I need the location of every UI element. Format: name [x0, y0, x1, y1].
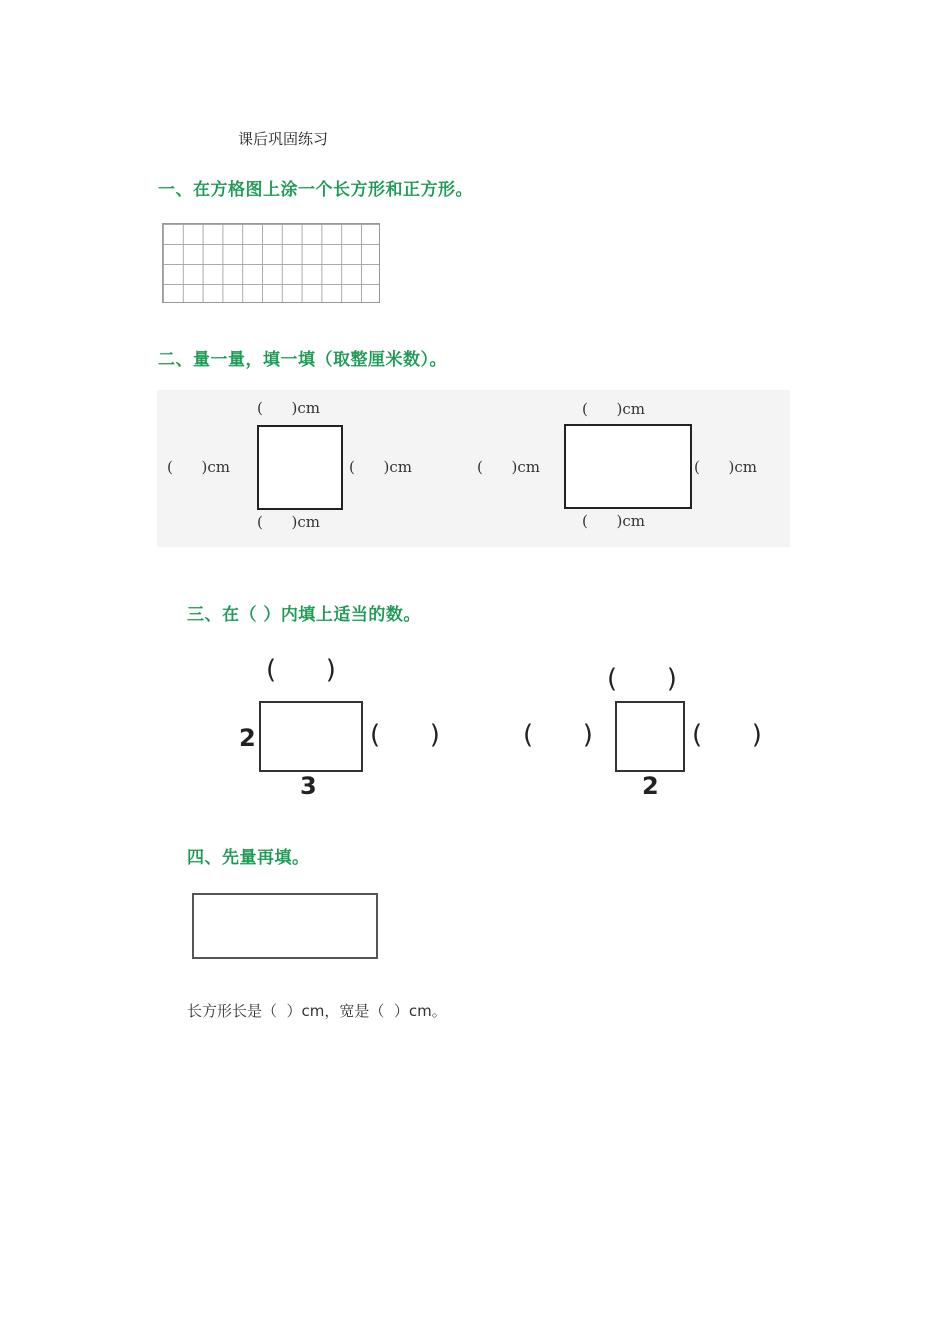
square-top-blank: ( )cm — [257, 399, 320, 417]
measure-rectangle — [564, 424, 692, 509]
measure-square — [257, 425, 343, 510]
square-right-blank: ( )cm — [349, 458, 412, 476]
section3-heading: 三、在（ ）内填上适当的数。 — [187, 605, 421, 625]
s3-rect-side-label: 2 — [239, 724, 256, 752]
square-bottom-blank: ( )cm — [257, 513, 320, 531]
rect-top-blank: ( )cm — [582, 400, 645, 418]
s4-rectangle — [192, 893, 378, 959]
s3-square — [615, 701, 685, 772]
section1-heading: 一、在方格图上涂一个长方形和正方形。 — [158, 180, 473, 200]
s3-rect-bottom-label: 3 — [300, 772, 317, 800]
s3-square-top-blank: ( ) — [607, 664, 677, 694]
grid-paper — [162, 223, 380, 303]
s3-square-bottom-label: 2 — [642, 772, 659, 800]
document-title: 课后巩固练习 — [238, 130, 329, 148]
s3-rect-right-blank: ( ) — [370, 720, 440, 750]
s3-rect-top-blank: ( ) — [266, 655, 336, 685]
rect-bottom-blank: ( )cm — [582, 512, 645, 530]
s3-square-left-blank: ( ) — [523, 720, 593, 750]
s3-square-right-blank: ( ) — [692, 720, 762, 750]
rect-left-blank: ( )cm — [477, 458, 540, 476]
section2-heading: 二、量一量，填一填（取整厘米数）。 — [158, 350, 447, 370]
section4-heading: 四、先量再填。 — [187, 848, 310, 868]
square-left-blank: ( )cm — [167, 458, 230, 476]
s3-rectangle — [259, 701, 363, 772]
rect-right-blank: ( )cm — [694, 458, 757, 476]
s4-answer-line: 长方形长是（ ）cm，宽是（ ）cm。 — [187, 1002, 447, 1020]
